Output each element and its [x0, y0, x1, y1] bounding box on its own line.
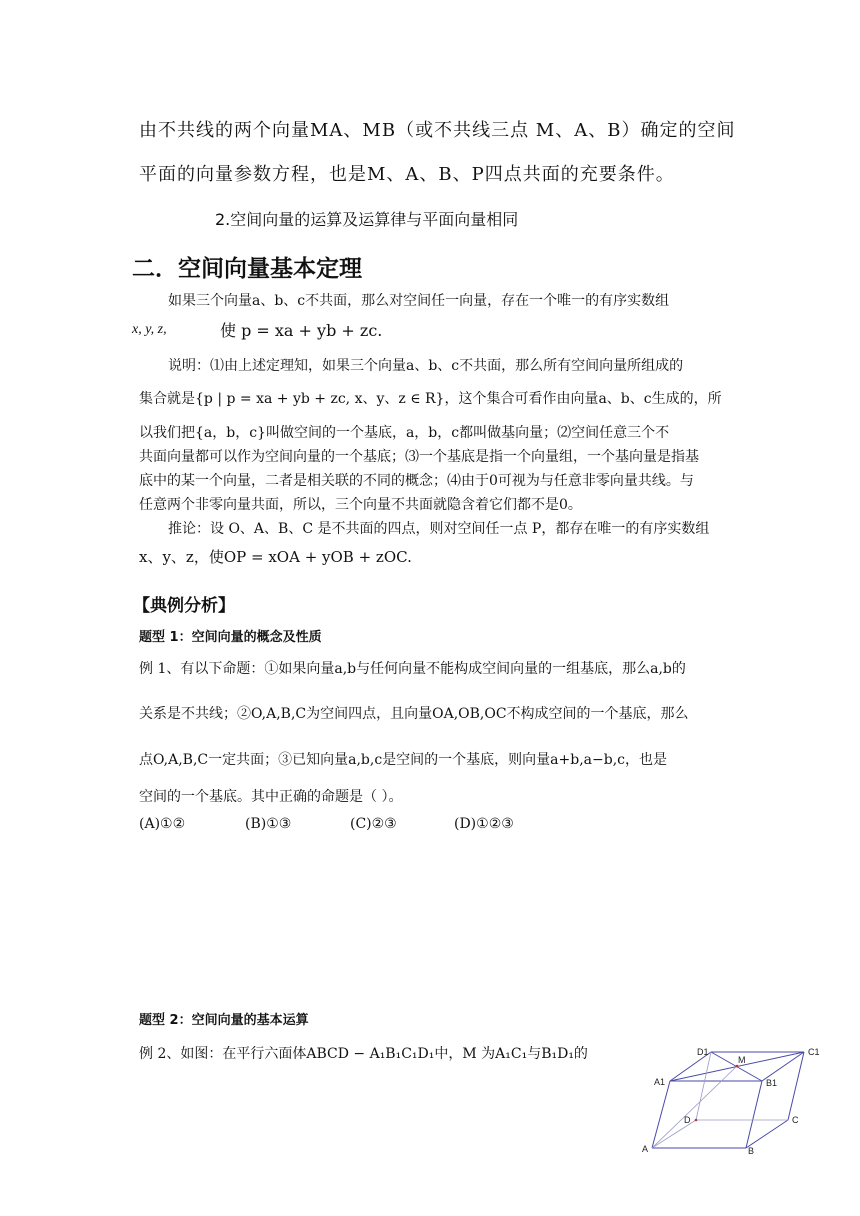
label-a: A [642, 1144, 649, 1154]
label-c: C [792, 1115, 799, 1125]
type2-title: 题型 2：空间向量的基本运算 [139, 1013, 309, 1028]
theorem-line1: 如果三个向量a、b、c不共面，那么对空间任一向量，存在一个唯一的有序实数组 [168, 293, 670, 309]
section-2-title: 2.空间向量的运算及运算律与平面向量相同 [215, 210, 519, 229]
point-m [736, 1065, 739, 1068]
option-a: (A)①② [139, 816, 186, 832]
option-d: (D)①②③ [454, 816, 514, 832]
type1-title: 题型 1：空间向量的概念及性质 [139, 630, 322, 645]
parallelepiped-figure [640, 1040, 830, 1165]
edge-c1-c [788, 1052, 804, 1120]
note-line1: 说明：⑴由上述定理知，如果三个向量a、b、c不共面，那么所有空间向量所组成的 [168, 358, 684, 374]
label-d: D [684, 1115, 691, 1125]
edge-b-c [746, 1120, 788, 1148]
label-m: M [738, 1055, 746, 1065]
hidden-edge-d1-d [696, 1052, 711, 1120]
edge-b1-b [746, 1081, 762, 1148]
label-b1: B1 [766, 1078, 778, 1088]
label-c1: C1 [808, 1047, 820, 1057]
option-b: (B)①③ [245, 816, 292, 832]
point-d [695, 1119, 698, 1122]
label-b: B [748, 1146, 755, 1156]
note-line5: 底中的某一个向量，二者是相关联的不同的概念；⑷由于0可视为与任意非零向量共线。与 [139, 473, 694, 489]
heading-basic-theorem: 二．空间向量基本定理 [132, 256, 362, 282]
option-c: (C)②③ [350, 816, 397, 832]
corollary-line1: 推论：设 O、A、B、C 是不共面的四点，则对空间任一点 P，都存在唯一的有序实数组 [168, 521, 710, 537]
type1-line2: 关系是不共线；②O,A,B,C为空间四点，且向量OA,OB,OC不构成空间的一个基底，那么 [139, 706, 689, 722]
type2-line1: 例 2、如图：在平行六面体ABCD − A₁B₁C₁D₁中，M 为A₁C₁与B₁D₁的 [139, 1046, 588, 1062]
note-line6: 任意两个非零向量共面，所以，三个向量不共面就隐含着它们都不是0。 [139, 497, 582, 513]
note-line4: 共面向量都可以作为空间向量的一个基底；⑶一个基底是指一个向量组，一个基向量是指基 [139, 449, 699, 465]
corollary-line2: x、y、z，使OP = xOA + yOB + zOC. [139, 548, 412, 566]
theorem-vars: x, y, z, [132, 322, 167, 337]
label-a1: A1 [654, 1077, 666, 1087]
para1-line2: 平面的向量参数方程，也是M、A、B、P四点共面的充要条件。 [139, 164, 675, 185]
para1-line1: 由不共线的两个向量MA、MB（或不共线三点 M、A、B）确定的空间 [139, 120, 736, 141]
note-line3: 以我们把{a，b，c}叫做空间的一个基底，a，b，c都叫做基向量；⑵空间任意三个不 [139, 425, 670, 441]
type1-line3: 点O,A,B,C一定共面；③已知向量a,b,c是空间的一个基底，则向量a+b,a−b,c，也是 [139, 752, 667, 768]
note-line2: 集合就是{p | p = xa + yb + zc, x、y、z ∈ R}，这个集合可看作由向量a、b、c生成的，所 [139, 391, 722, 407]
example-analysis-heading: 【典例分析】 [133, 596, 235, 616]
theorem-formula: 使 p = xa + yb + zc. [220, 321, 383, 340]
type1-line4: 空间的一个基底。其中正确的命题是（ ）。 [139, 789, 403, 805]
label-d1: D1 [697, 1047, 709, 1057]
type1-line1: 例 1、有以下命题：①如果向量a,b与任何向量不能构成空间向量的一组基底，那么a,b的 [139, 661, 686, 677]
